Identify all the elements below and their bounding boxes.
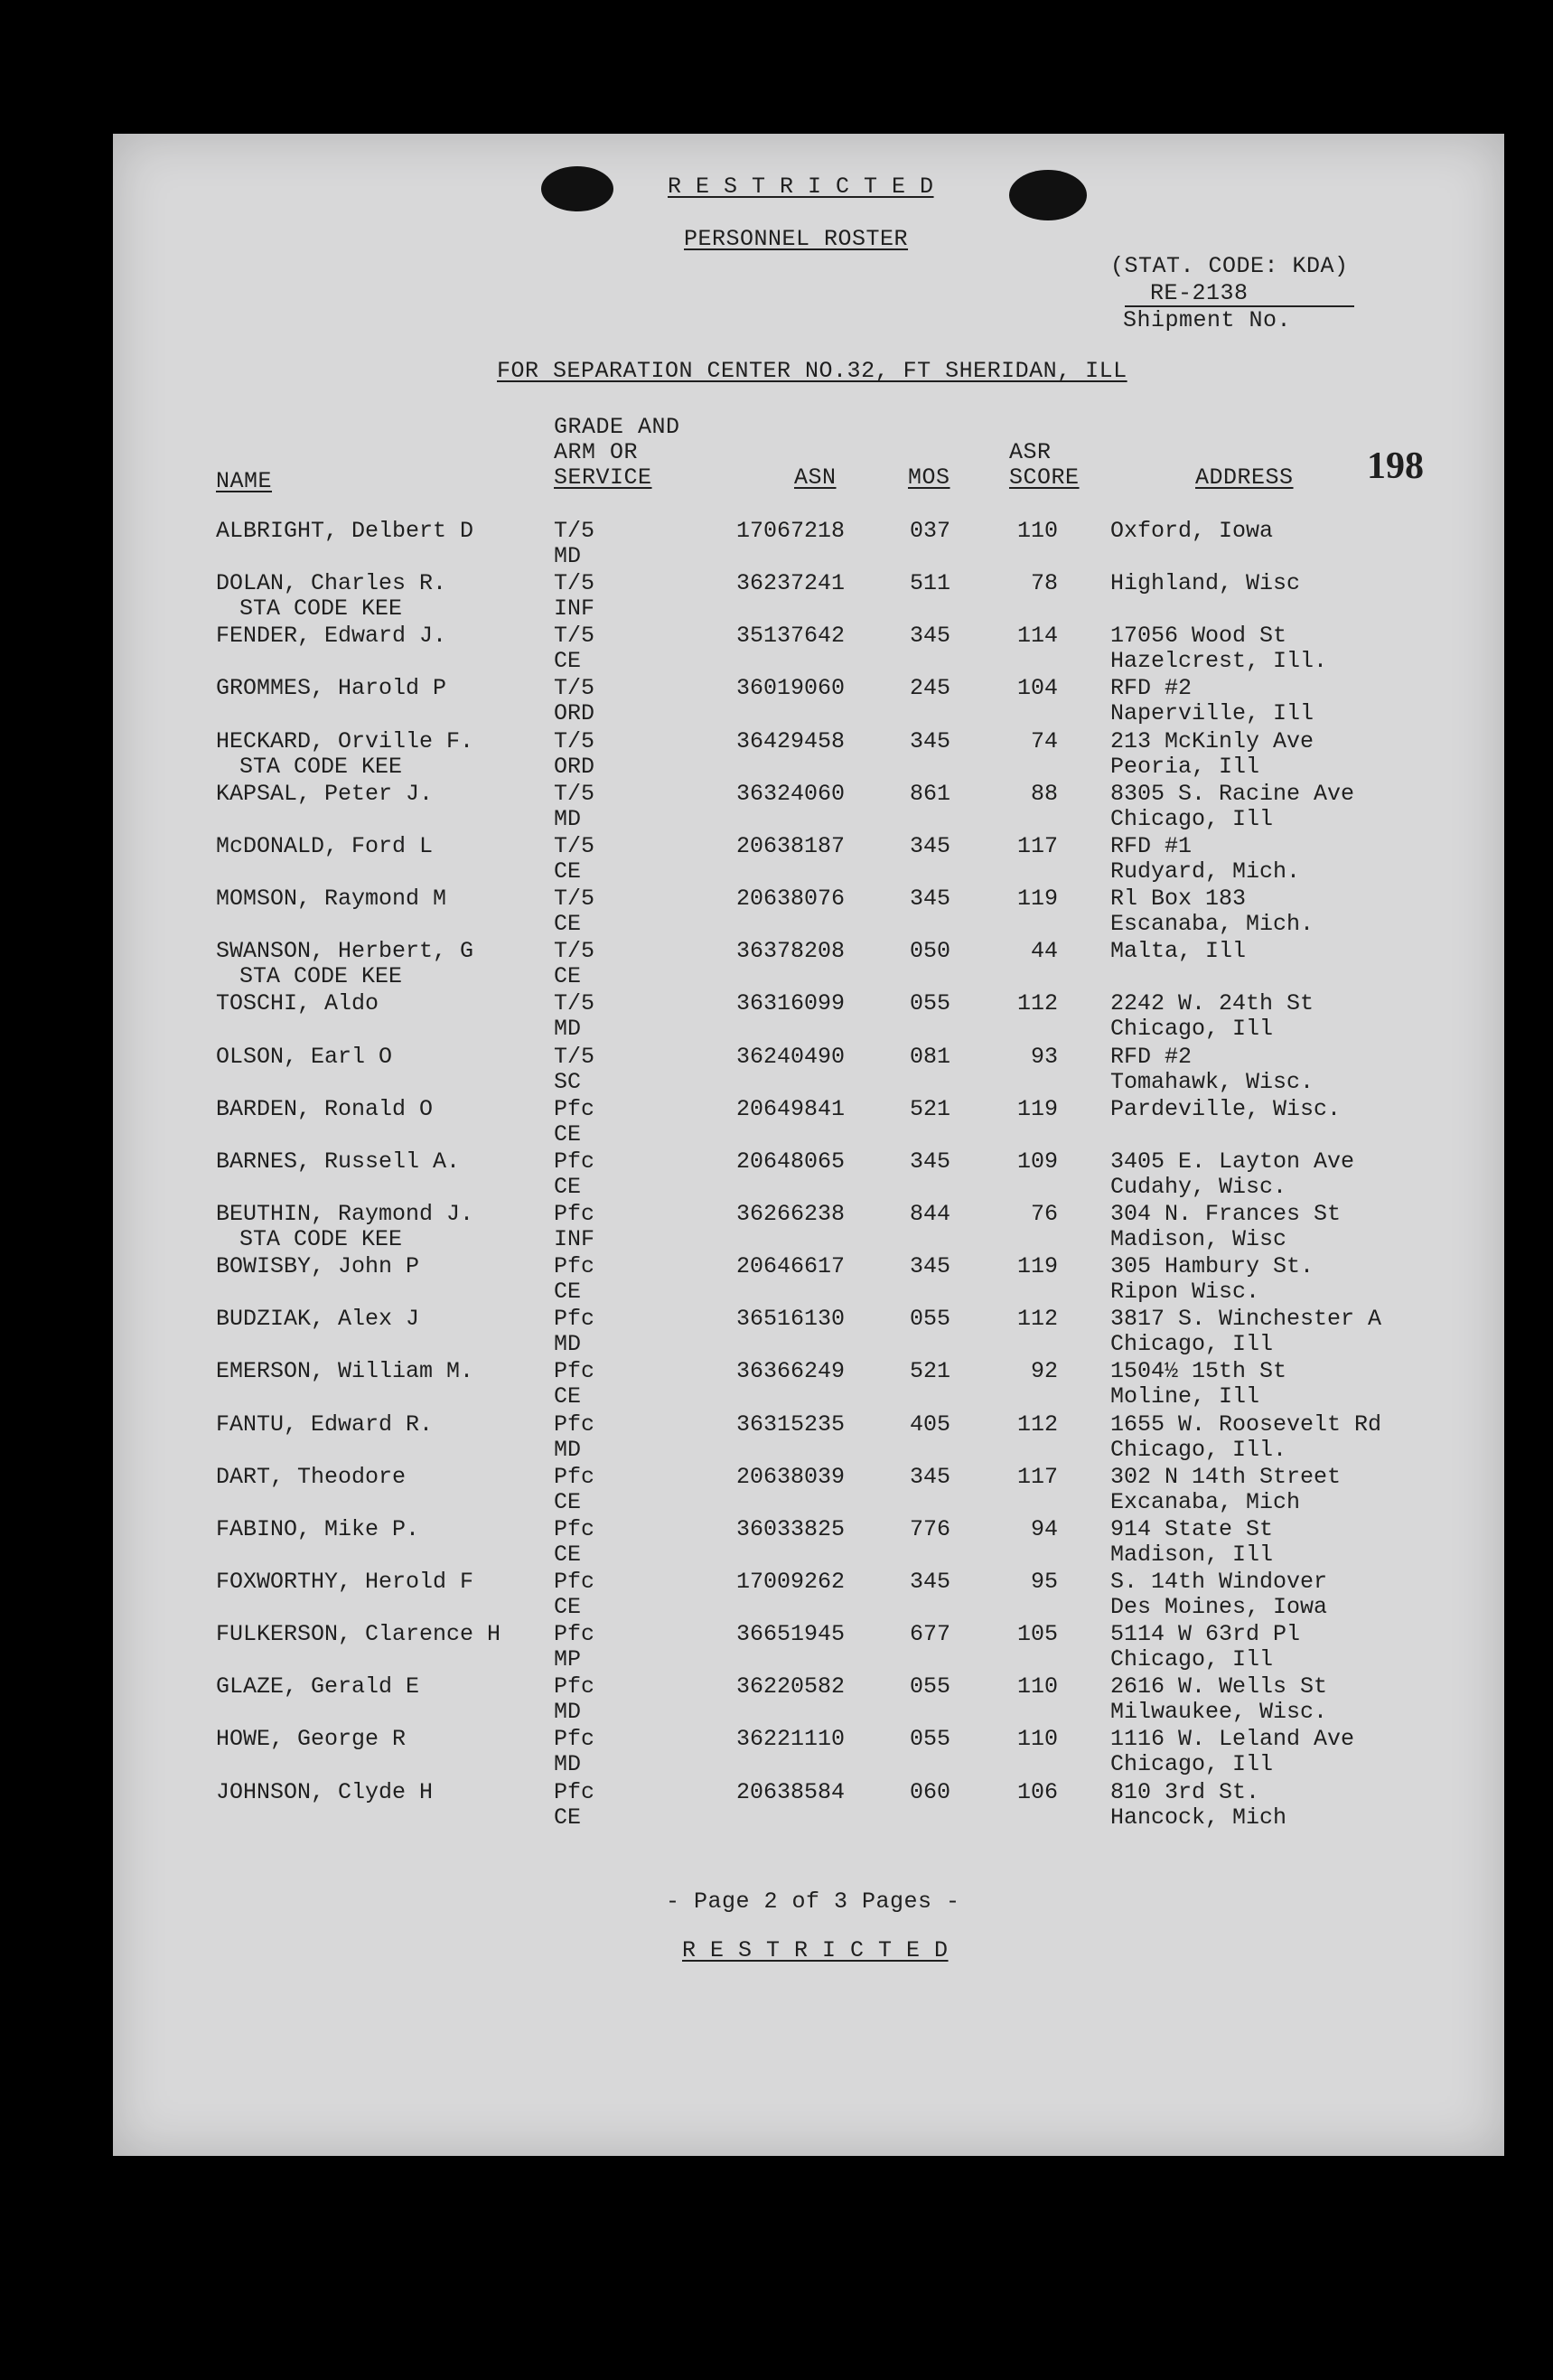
roster-name: GLAZE, Gerald E xyxy=(216,1673,420,1701)
roster-title: PERSONNEL ROSTER xyxy=(684,226,909,252)
roster-mos: 050 xyxy=(910,938,951,965)
roster-address-line2: Tomahawk, Wisc. xyxy=(1110,1068,1314,1095)
roster-address-line1: Malta, Ill xyxy=(1110,938,1247,965)
roster-mos: 345 xyxy=(910,1569,951,1595)
roster-asn: 17067218 xyxy=(736,518,846,544)
roster-grade: T/5 xyxy=(554,938,595,965)
roster-arm-service: MD xyxy=(554,1699,582,1726)
roster-address-line1: 1504½ 15th St xyxy=(1110,1358,1287,1385)
roster-asn: 36220582 xyxy=(736,1673,846,1701)
table-row xyxy=(113,1148,1504,1201)
table-row xyxy=(113,1516,1504,1569)
roster-grade: Pfc xyxy=(554,1148,595,1175)
roster-asn: 20648065 xyxy=(736,1148,846,1175)
roster-asr-score: 110 xyxy=(1016,518,1058,544)
roster-arm-service: CE xyxy=(554,1804,582,1831)
roster-address-line1: 305 Hambury St. xyxy=(1110,1253,1314,1280)
roster-address-line1: 914 State St xyxy=(1110,1515,1274,1542)
roster-arm-service: CE xyxy=(554,911,582,938)
roster-asn: 36516130 xyxy=(736,1306,846,1333)
roster-asn: 36266238 xyxy=(736,1200,846,1227)
roster-arm-service: MD xyxy=(554,805,582,832)
roster-address-line2: Chicago, Ill xyxy=(1110,1646,1274,1673)
roster-mos: 345 xyxy=(910,727,951,754)
column-grade-line2: ARM OR xyxy=(554,439,639,465)
roster-grade: Pfc xyxy=(554,1306,595,1333)
roster-address-line1: 302 N 14th Street xyxy=(1110,1463,1342,1490)
column-address: ADDRESS xyxy=(1195,464,1294,491)
stat-code: (STAT. CODE: KDA) xyxy=(1110,253,1349,279)
roster-asr-score: 94 xyxy=(1030,1515,1058,1542)
roster-address-line1: Rl Box 183 xyxy=(1110,885,1247,913)
roster-asr-score: 78 xyxy=(1030,570,1058,597)
roster-address-line2: Madison, Wisc xyxy=(1110,1225,1287,1252)
roster-mos: 055 xyxy=(910,1726,951,1753)
column-grade-line3: SERVICE xyxy=(554,464,652,491)
table-row xyxy=(113,990,1504,1043)
roster-asn: 36651945 xyxy=(736,1621,846,1648)
roster-address-line1: Highland, Wisc xyxy=(1110,570,1301,597)
column-asn: ASN xyxy=(794,464,837,491)
table-row xyxy=(113,1621,1504,1673)
roster-asn: 36429458 xyxy=(736,727,846,754)
roster-asr-score: 88 xyxy=(1030,780,1058,807)
roster-asn: 36033825 xyxy=(736,1515,846,1542)
roster-grade: T/5 xyxy=(554,675,595,702)
roster-asr-score: 112 xyxy=(1016,990,1058,1017)
roster-grade: Pfc xyxy=(554,1253,595,1280)
roster-address-line2: Chicago, Ill xyxy=(1110,1331,1274,1358)
roster-station-code: STA CODE KEE xyxy=(239,1225,403,1252)
roster-name: FENDER, Edward J. xyxy=(216,623,447,650)
roster-grade: Pfc xyxy=(554,1358,595,1385)
roster-address-line2: Madison, Ill xyxy=(1110,1541,1274,1568)
roster-arm-service: CE xyxy=(554,1383,582,1410)
roster-name: BARDEN, Ronald O xyxy=(216,1095,434,1122)
table-row xyxy=(113,1044,1504,1096)
ink-blot-right xyxy=(1009,170,1087,220)
roster-asn: 36315235 xyxy=(736,1410,846,1438)
column-grade-line1: GRADE AND xyxy=(554,414,680,440)
roster-asr-score: 112 xyxy=(1016,1306,1058,1333)
table-row xyxy=(113,1569,1504,1621)
roster-grade: T/5 xyxy=(554,1043,595,1070)
roster-name: HOWE, George R xyxy=(216,1726,407,1753)
roster-address-line1: 1655 W. Roosevelt Rd xyxy=(1110,1410,1382,1438)
roster-name: BARNES, Russell A. xyxy=(216,1148,461,1175)
roster-mos: 060 xyxy=(910,1778,951,1805)
roster-address-line2: Naperville, Ill xyxy=(1110,700,1314,727)
roster-address-line2: Moline, Ill xyxy=(1110,1383,1260,1410)
roster-address-line1: 2242 W. 24th St xyxy=(1110,990,1314,1017)
roster-name: McDONALD, Ford L xyxy=(216,832,434,859)
roster-mos: 521 xyxy=(910,1358,951,1385)
roster-arm-service: CE xyxy=(554,1120,582,1148)
roster-address-line1: 304 N. Frances St xyxy=(1110,1200,1342,1227)
roster-mos: 345 xyxy=(910,1463,951,1490)
roster-mos: 055 xyxy=(910,990,951,1017)
roster-grade: Pfc xyxy=(554,1515,595,1542)
column-asr-line2: SCORE xyxy=(1009,464,1080,491)
roster-name: OLSON, Earl O xyxy=(216,1043,393,1070)
roster-address-line1: RFD #1 xyxy=(1110,832,1193,859)
roster-asr-score: 114 xyxy=(1016,623,1058,650)
table-row xyxy=(113,1673,1504,1726)
roster-name: FULKERSON, Clarence H xyxy=(216,1621,501,1648)
roster-name: BEUTHIN, Raymond J. xyxy=(216,1200,474,1227)
table-row xyxy=(113,1464,1504,1516)
roster-name: BUDZIAK, Alex J xyxy=(216,1306,420,1333)
roster-address-line2: Peoria, Ill xyxy=(1110,753,1260,780)
roster-address-line2: Cudahy, Wisc. xyxy=(1110,1173,1287,1200)
table-row xyxy=(113,570,1504,623)
roster-grade: T/5 xyxy=(554,885,595,913)
column-mos: MOS xyxy=(908,464,950,491)
roster-grade: T/5 xyxy=(554,990,595,1017)
roster-address-line1: Pardeville, Wisc. xyxy=(1110,1095,1342,1122)
roster-address-line2: Chicago, Ill xyxy=(1110,1751,1274,1778)
roster-address-line2: Hancock, Mich xyxy=(1110,1804,1287,1831)
roster-name: FANTU, Edward R. xyxy=(216,1410,434,1438)
roster-name: FOXWORTHY, Herold F xyxy=(216,1569,474,1595)
roster-name: GROMMES, Harold P xyxy=(216,675,447,702)
roster-address-line1: 2616 W. Wells St xyxy=(1110,1673,1328,1701)
roster-arm-service: SC xyxy=(554,1068,582,1095)
table-row xyxy=(113,1726,1504,1778)
roster-arm-service: MP xyxy=(554,1646,582,1673)
roster-grade: T/5 xyxy=(554,832,595,859)
ink-blot-left xyxy=(541,166,613,211)
roster-mos: 405 xyxy=(910,1410,951,1438)
table-row xyxy=(113,885,1504,938)
roster-mos: 345 xyxy=(910,885,951,913)
roster-address-line1: 3817 S. Winchester A xyxy=(1110,1306,1382,1333)
roster-asn: 17009262 xyxy=(736,1569,846,1595)
roster-grade: Pfc xyxy=(554,1726,595,1753)
roster-asr-score: 93 xyxy=(1030,1043,1058,1070)
roster-asr-score: 104 xyxy=(1016,675,1058,702)
roster-asn: 36019060 xyxy=(736,675,846,702)
roster-arm-service: CE xyxy=(554,648,582,675)
roster-station-code: STA CODE KEE xyxy=(239,963,403,990)
page-indicator: - Page 2 of 3 Pages - xyxy=(666,1888,960,1915)
roster-grade: Pfc xyxy=(554,1200,595,1227)
roster-address-line1: 213 McKinly Ave xyxy=(1110,727,1314,754)
roster-asr-score: 119 xyxy=(1016,1095,1058,1122)
roster-station-code: STA CODE KEE xyxy=(239,595,403,623)
roster-grade: Pfc xyxy=(554,1569,595,1595)
roster-grade: T/5 xyxy=(554,518,595,544)
roster-mos: 521 xyxy=(910,1095,951,1122)
roster-arm-service: INF xyxy=(554,1225,595,1252)
roster-asr-score: 112 xyxy=(1016,1410,1058,1438)
roster-name: FABINO, Mike P. xyxy=(216,1515,420,1542)
roster-asr-score: 105 xyxy=(1016,1621,1058,1648)
table-row xyxy=(113,728,1504,781)
roster-mos: 844 xyxy=(910,1200,951,1227)
roster-asn: 20649841 xyxy=(736,1095,846,1122)
roster-arm-service: MD xyxy=(554,1751,582,1778)
table-row xyxy=(113,518,1504,570)
roster-address-line1: Oxford, Iowa xyxy=(1110,518,1274,544)
roster-name: BOWISBY, John P xyxy=(216,1253,420,1280)
table-row xyxy=(113,623,1504,675)
table-row xyxy=(113,938,1504,990)
roster-mos: 511 xyxy=(910,570,951,597)
roster-mos: 055 xyxy=(910,1306,951,1333)
roster-address-line2: Chicago, Ill xyxy=(1110,805,1274,832)
roster-asn: 36366249 xyxy=(736,1358,846,1385)
roster-asr-score: 44 xyxy=(1030,938,1058,965)
column-name: NAME xyxy=(216,468,273,494)
column-asr-line1: ASR xyxy=(1009,439,1052,465)
page-number: 198 xyxy=(1367,445,1424,487)
roster-asn: 20638039 xyxy=(736,1463,846,1490)
roster-grade: Pfc xyxy=(554,1463,595,1490)
table-row xyxy=(113,1358,1504,1410)
document-page xyxy=(113,134,1504,2156)
roster-mos: 245 xyxy=(910,675,951,702)
roster-name: DOLAN, Charles R. xyxy=(216,570,447,597)
roster-mos: 345 xyxy=(910,832,951,859)
roster-name: HECKARD, Orville F. xyxy=(216,727,474,754)
roster-mos: 345 xyxy=(910,1253,951,1280)
roster-address-line1: 810 3rd St. xyxy=(1110,1778,1260,1805)
roster-address-line2: Ripon Wisc. xyxy=(1110,1279,1260,1306)
roster-asr-score: 76 xyxy=(1030,1200,1058,1227)
table-row xyxy=(113,833,1504,885)
roster-grade: T/5 xyxy=(554,727,595,754)
roster-asn: 36240490 xyxy=(736,1043,846,1070)
roster-arm-service: CE xyxy=(554,1279,582,1306)
roster-arm-service: CE xyxy=(554,1594,582,1620)
classification-bottom: R E S T R I C T E D xyxy=(682,1937,949,1963)
roster-address-line2: Escanaba, Mich. xyxy=(1110,911,1314,938)
roster-asn: 20638584 xyxy=(736,1778,846,1805)
roster-arm-service: ORD xyxy=(554,700,595,727)
classification-top: R E S T R I C T E D xyxy=(668,173,934,200)
roster-arm-service: MD xyxy=(554,543,582,569)
roster-mos: 037 xyxy=(910,518,951,544)
roster-grade: T/5 xyxy=(554,623,595,650)
roster-asn: 36324060 xyxy=(736,780,846,807)
roster-address-line1: S. 14th Windover xyxy=(1110,1569,1328,1595)
roster-arm-service: MD xyxy=(554,1436,582,1463)
shipment-label: Shipment No. xyxy=(1123,307,1292,333)
roster-station-code: STA CODE KEE xyxy=(239,753,403,780)
roster-asn: 20638187 xyxy=(736,832,846,859)
roster-name: MOMSON, Raymond M xyxy=(216,885,447,913)
table-row xyxy=(113,675,1504,727)
roster-grade: T/5 xyxy=(554,780,595,807)
table-row xyxy=(113,1779,1504,1832)
roster-address-line1: 5114 W 63rd Pl xyxy=(1110,1621,1301,1648)
roster-asn: 36316099 xyxy=(736,990,846,1017)
roster-address-line2: Excanaba, Mich xyxy=(1110,1488,1301,1515)
roster-asr-score: 117 xyxy=(1016,832,1058,859)
roster-name: DART, Theodore xyxy=(216,1463,407,1490)
roster-mos: 345 xyxy=(910,1148,951,1175)
table-row xyxy=(113,1201,1504,1253)
roster-asn: 20646617 xyxy=(736,1253,846,1280)
roster-name: TOSCHI, Aldo xyxy=(216,990,379,1017)
center-title: FOR SEPARATION CENTER NO.32, FT SHERIDAN, ILL xyxy=(497,358,1127,384)
roster-grade: Pfc xyxy=(554,1095,595,1122)
roster-asr-score: 117 xyxy=(1016,1463,1058,1490)
roster-address-line1: RFD #2 xyxy=(1110,675,1193,702)
roster-asn: 36221110 xyxy=(736,1726,846,1753)
roster-mos: 861 xyxy=(910,780,951,807)
roster-mos: 677 xyxy=(910,1621,951,1648)
roster-name: KAPSAL, Peter J. xyxy=(216,780,434,807)
roster-name: JOHNSON, Clyde H xyxy=(216,1778,434,1805)
roster-asn: 35137642 xyxy=(736,623,846,650)
roster-name: SWANSON, Herbert, G xyxy=(216,938,474,965)
roster-address-line1: RFD #2 xyxy=(1110,1043,1193,1070)
roster-asr-score: 74 xyxy=(1030,727,1058,754)
roster-arm-service: CE xyxy=(554,1488,582,1515)
roster-asr-score: 92 xyxy=(1030,1358,1058,1385)
roster-name: EMERSON, William M. xyxy=(216,1358,474,1385)
table-row xyxy=(113,1411,1504,1464)
roster-asn: 20638076 xyxy=(736,885,846,913)
roster-arm-service: ORD xyxy=(554,753,595,780)
re-number: RE-2138 xyxy=(1150,280,1249,306)
roster-mos: 081 xyxy=(910,1043,951,1070)
roster-address-line2: Rudyard, Mich. xyxy=(1110,857,1301,885)
roster-mos: 345 xyxy=(910,623,951,650)
roster-arm-service: CE xyxy=(554,963,582,990)
roster-asn: 36237241 xyxy=(736,570,846,597)
roster-address-line2: Chicago, Ill xyxy=(1110,1016,1274,1043)
roster-asr-score: 119 xyxy=(1016,1253,1058,1280)
roster-asr-score: 110 xyxy=(1016,1673,1058,1701)
roster-address-line1: 1116 W. Leland Ave xyxy=(1110,1726,1355,1753)
table-row xyxy=(113,1306,1504,1358)
roster-asr-score: 110 xyxy=(1016,1726,1058,1753)
roster-address-line2: Des Moines, Iowa xyxy=(1110,1594,1328,1620)
roster-asr-score: 106 xyxy=(1016,1778,1058,1805)
roster-arm-service: CE xyxy=(554,1541,582,1568)
roster-address-line1: 17056 Wood St xyxy=(1110,623,1287,650)
roster-mos: 776 xyxy=(910,1515,951,1542)
table-row xyxy=(113,1253,1504,1306)
roster-mos: 055 xyxy=(910,1673,951,1701)
roster-asr-score: 119 xyxy=(1016,885,1058,913)
roster-arm-service: CE xyxy=(554,1173,582,1200)
roster-arm-service: INF xyxy=(554,595,595,623)
roster-grade: T/5 xyxy=(554,570,595,597)
roster-asr-score: 95 xyxy=(1030,1569,1058,1595)
roster-arm-service: CE xyxy=(554,857,582,885)
roster-name: ALBRIGHT, Delbert D xyxy=(216,518,474,544)
roster-address-line2: Chicago, Ill. xyxy=(1110,1436,1287,1463)
roster-address-line2: Milwaukee, Wisc. xyxy=(1110,1699,1328,1726)
table-row xyxy=(113,1096,1504,1148)
roster-address-line1: 3405 E. Layton Ave xyxy=(1110,1148,1355,1175)
roster-asr-score: 109 xyxy=(1016,1148,1058,1175)
roster-grade: Pfc xyxy=(554,1673,595,1701)
roster-grade: Pfc xyxy=(554,1621,595,1648)
roster-asn: 36378208 xyxy=(736,938,846,965)
roster-grade: Pfc xyxy=(554,1410,595,1438)
roster-address-line2: Hazelcrest, Ill. xyxy=(1110,648,1328,675)
roster-arm-service: MD xyxy=(554,1016,582,1043)
roster-grade: Pfc xyxy=(554,1778,595,1805)
table-row xyxy=(113,781,1504,833)
roster-address-line1: 8305 S. Racine Ave xyxy=(1110,780,1355,807)
roster-arm-service: MD xyxy=(554,1331,582,1358)
